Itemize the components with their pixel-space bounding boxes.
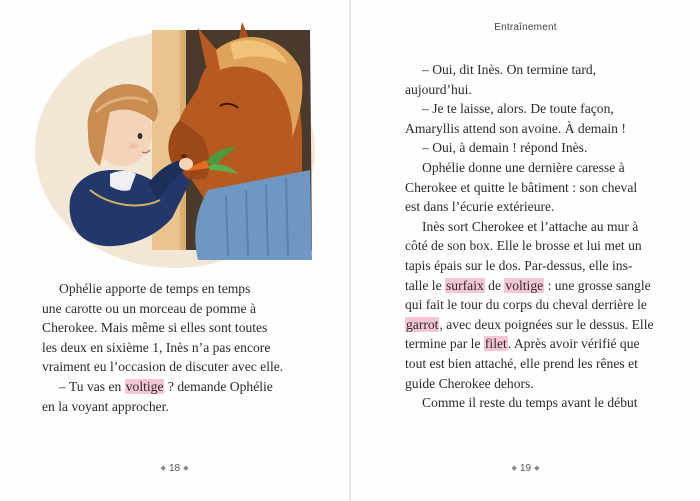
- highlighted-term: voltige: [125, 378, 164, 394]
- right-page-text: [405, 60, 667, 413]
- text-line: [42, 318, 304, 338]
- left-page: [0, 0, 349, 501]
- text-run: Ophélie apporte de temps en temps: [59, 281, 251, 296]
- text-line: [405, 138, 667, 158]
- text-run: en la voyant approcher.: [42, 398, 169, 414]
- text-run: . Après avoir vérifié que: [507, 336, 640, 352]
- text-line: [405, 276, 667, 296]
- text-line: [405, 197, 667, 217]
- left-page-text: [42, 279, 304, 416]
- text-run: une carotte ou un morceau de pomme à: [42, 300, 257, 316]
- text-line: [42, 357, 304, 377]
- text-line: [405, 236, 667, 256]
- text-run: – Je te laisse, alors. De toute façon,: [422, 101, 614, 117]
- text-line: [405, 354, 667, 374]
- text-line: [42, 338, 304, 358]
- highlighted-term: garrot: [406, 316, 439, 332]
- text-run: : une grosse sangle: [544, 277, 651, 293]
- ornament-icon: ◆: [183, 465, 189, 472]
- right-page: [351, 0, 700, 501]
- text-line: [405, 60, 667, 80]
- page-number-left: [0, 463, 349, 474]
- text-run: tapis épais sur le dos. Par-dessus, elle ins-: [405, 257, 633, 273]
- text-run: Inès sort Cherokee et l’attache au mur à: [422, 218, 639, 234]
- page-number-right: [351, 463, 700, 474]
- text-line: [42, 397, 304, 417]
- text-line: [405, 178, 667, 198]
- text-run: aujourd’hui.: [405, 81, 472, 97]
- text-line: [405, 119, 667, 139]
- text-run: guide Cherokee dehors.: [405, 375, 534, 391]
- text-line: [405, 256, 667, 276]
- text-run: est dans l’écurie extérieure.: [405, 199, 555, 215]
- text-run: tout est bien attaché, elle prend les rênes et: [405, 355, 638, 371]
- ornament-icon: ◆: [160, 465, 166, 472]
- text-run: – Oui, à demain ! répond Inès.: [422, 140, 588, 156]
- text-run: Comme il reste du temps avant le début: [422, 395, 638, 411]
- text-line: [42, 377, 304, 397]
- text-run: Cherokee. Mais même si elles sont toutes: [42, 320, 268, 336]
- text-line: [405, 158, 667, 178]
- highlighted-term: voltige: [505, 277, 544, 293]
- text-line: [405, 80, 667, 100]
- text-run: , avec deux poignées sur le dessus. Elle: [439, 316, 654, 332]
- text-line: [405, 374, 667, 394]
- ornament-icon: ◆: [511, 465, 517, 472]
- horse-illustration: [30, 20, 320, 270]
- text-run: ? demande Ophélie: [164, 378, 273, 394]
- highlighted-term: surfaix: [446, 277, 484, 293]
- text-run: vraiment eu l’occasion de discuter avec elle.: [42, 359, 284, 375]
- text-line: [405, 99, 667, 119]
- text-run: Cherokee et quitte le bâtiment : son cheval: [405, 179, 638, 195]
- text-run: de: [484, 277, 505, 293]
- text-line: [42, 299, 304, 319]
- text-run: – Oui, dit Inès. On termine tard,: [422, 62, 597, 77]
- text-run: termine par le: [405, 336, 484, 352]
- text-line: [405, 217, 667, 237]
- text-run: qui fait le tour du corps du cheval derrière le: [405, 297, 647, 313]
- text-run: côté de son box. Elle le brosse et lui met un: [405, 238, 642, 254]
- text-line: [405, 334, 667, 354]
- text-run: Ophélie donne une dernière caresse à: [422, 159, 625, 175]
- text-line: [405, 295, 667, 315]
- text-run: talle le: [405, 277, 446, 293]
- text-run: – Tu vas en: [59, 378, 125, 394]
- ornament-icon: ◆: [534, 465, 540, 472]
- highlighted-term: filet: [484, 336, 507, 352]
- page-number-value: 18: [168, 463, 181, 474]
- text-line: [405, 393, 667, 413]
- running-head: Entraînement: [494, 22, 557, 33]
- page-number-value: 19: [519, 463, 532, 474]
- text-line: [42, 279, 304, 299]
- text-line: [405, 315, 667, 335]
- text-run: Amaryllis attend son avoine. À demain !: [405, 120, 626, 136]
- text-run: les deux en sixième 1, Inès n’a pas encore: [42, 339, 271, 355]
